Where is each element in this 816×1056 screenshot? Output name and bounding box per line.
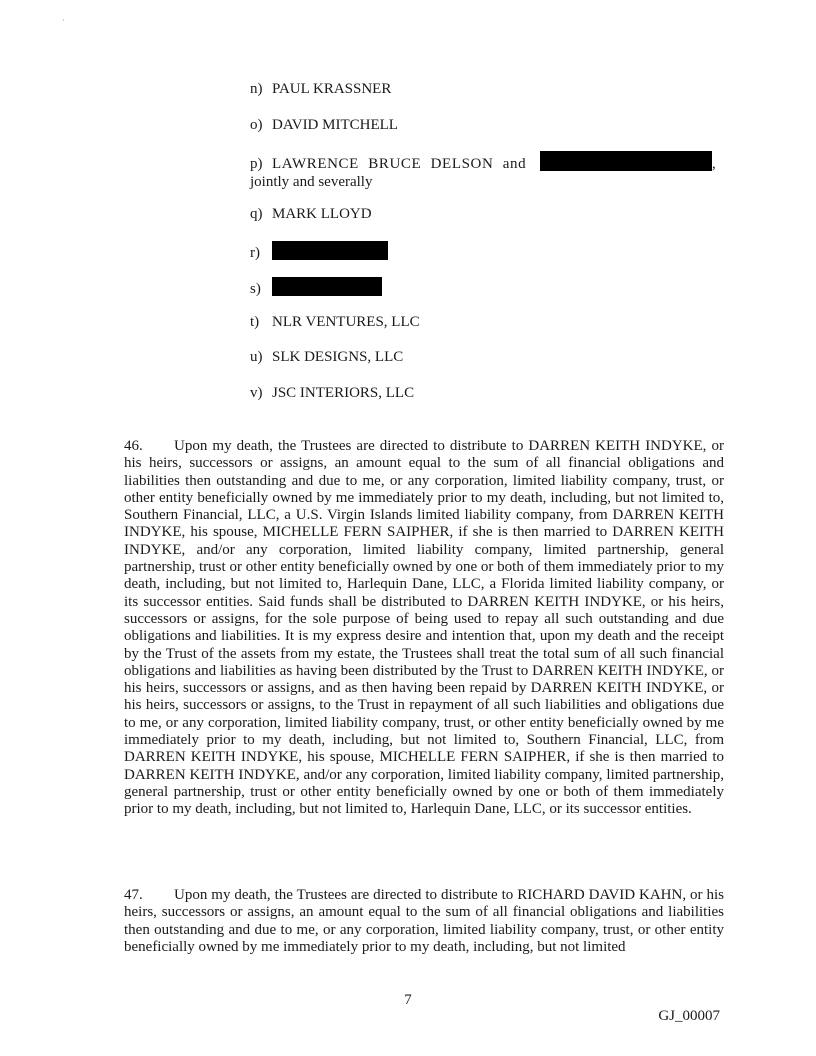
list-marker: v): [250, 385, 263, 401]
list-item-text: PAUL KRASSNER: [272, 81, 392, 97]
list-marker: o): [250, 117, 263, 133]
redaction-block: [272, 277, 382, 296]
paragraph-46: [124, 438, 724, 819]
list-item: [250, 384, 414, 402]
list-marker: r): [250, 245, 260, 261]
list-marker: p): [250, 156, 263, 172]
list-marker: u): [250, 349, 263, 365]
list-item-text: NLR VENTURES, LLC: [272, 314, 420, 330]
page-number: 7: [404, 992, 412, 1008]
list-item-suffix: ,: [711, 156, 716, 172]
list-item: [250, 313, 420, 331]
list-item: [250, 116, 398, 134]
list-item-text: LAWRENCE BRUCE DELSON and: [272, 156, 527, 172]
list-item: [250, 241, 388, 262]
list-item-text: MARK LLOYD: [272, 206, 372, 222]
list-item-text: SLK DESIGNS, LLC: [272, 349, 404, 365]
list-item-text: DAVID MITCHELL: [272, 117, 398, 133]
list-marker: t): [250, 314, 260, 330]
bates-number: GJ_00007: [658, 1008, 720, 1024]
list-item: [250, 80, 391, 98]
list-item: [250, 277, 382, 298]
list-marker: s): [250, 281, 261, 297]
list-marker: q): [250, 206, 263, 222]
paragraph-number: 47.: [124, 887, 143, 903]
list-item-text: JSC INTERIORS, LLC: [272, 385, 415, 401]
paragraph-text: Upon my death, the Trustees are directed to distribute to DARREN KEITH INDYKE, or his heirs, successors or assigns, an amount equal to the sum of all financial obligations and liabilities then outstanding and due to me, or any corporation, limited liability company, trust, or other entity beneficially owned by me immediately prior to my death, including, but not limited to, Southern Financial, LLC, a U.S. Virgin Islands limited liability company, from DARREN KEITH INDYKE, his spouse, MICHELLE FERN SAIPHER, if she is then married to DARREN KEITH INDYKE, and/or any corporation, limited liability company, limited partnership, general partnership, trust or other entity beneficially owned by one or both of them immediately prior to my death, including, but not limited to, Harlequin Dane, LLC, a Florida limited liability company, or its successor entities. Said funds shall be distributed to DARREN KEITH INDYKE, or his heirs, successors or assigns, for the sole purpose of being used to repay all such outstanding and due obligations and liabilities. It is my express desire and intention that, upon my death and the receipt by the Trust of the assets from my estate, the Trustees shall treat the total sum of all such financial obligations and liabilities as having been distributed by the Trust to DARREN KEITH INDYKE, or his heirs, successors or assigns, and as then having been repaid by DARREN KEITH INDYKE, or his heirs, successors or assigns, to the Trust in repayment of all such liabilities and obligations due to me, or any corporation, limited liability company, trust, or other entity beneficially owned by me immediately prior to my death, including, but not limited to, Southern Financial, LLC, from DARREN KEITH INDYKE, his spouse, MICHELLE FERN SAIPHER, if she is then married to DARREN KEITH INDYKE, and/or any corporation, limited liability company, limited partnership, general partnership, trust or other entity beneficially owned by one or both of them immediately prior to my death, including, but not limited to, Harlequin Dane, LLC, or its successor entities.: [124, 438, 724, 818]
redaction-block: [272, 241, 388, 260]
redaction-block: [540, 151, 712, 171]
list-marker: n): [250, 81, 263, 97]
paragraph-47: [124, 887, 724, 956]
list-item: [250, 151, 726, 191]
list-item: [250, 348, 403, 366]
list-item-continuation: jointly and severally: [250, 174, 373, 190]
paragraph-text: Upon my death, the Trustees are directed to distribute to RICHARD DAVID KAHN, or his heirs, successors or assigns, an amount equal to the sum of all financial obligations and liabilities then outstanding and due to me, or any corporation, limited liability company, trust, or other entity beneficially owned by me immediately prior to my death, including, but not limited: [124, 887, 724, 955]
list-item: [250, 205, 372, 223]
paragraph-number: 46.: [124, 438, 143, 454]
corner-mark: `: [62, 18, 65, 28]
